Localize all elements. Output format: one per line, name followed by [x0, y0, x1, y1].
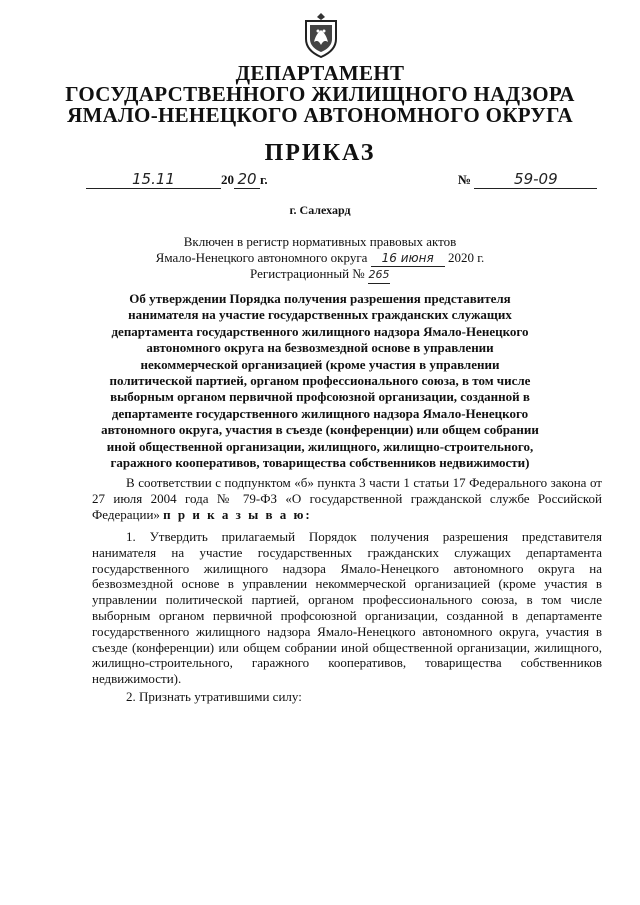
registration-line-3: Регистрационный № 265	[0, 266, 640, 284]
order-item-1: 1. Утвердить прилагаемый Порядок получения разрешения представителя нанимателя на участие государственных гражданских служащих департамента государственного жилищного надзора Ямало-Ненецкого автономного округа на безвозмездной основе в управлении некоммерческой организацией (кроме участия в управлении политической партией, органом профессионального союза, в том числе выборным органом первичной профсоюзной организации, созданной в департаменте государственного жилищного надзора Ямало-Ненецкого автономного округа, участия в съезде (конференции) или общем собрании иной общественной организации, жилищного, жилищно-строительного, гаражного кооперативов, товарищества собственников недвижимости).	[92, 529, 602, 687]
department-name-line-3: ЯМАЛО-НЕНЕЦКОГО АВТОНОМНОГО ОКРУГА	[67, 103, 573, 127]
city: г. Салехард	[289, 203, 351, 217]
order-item-2: 2. Признать утратившими силу:	[126, 689, 302, 704]
order-heading: Об утверждении Порядка получения разрешения представителя нанимателя на участие государственных гражданских служащих департамента государственного жилищного надзора Ямало-Ненецкого автономного округа на безвозмездной основе в управлении некоммерческой организацией (кроме участия в управлении политической партией, органом профессионального союза, в том числе выборным органом первичной профсоюзной организации, созданной в департаменте государственного жилищного надзора Ямало-Ненецкого автономного округа, участия в съезде (конференции) или общем собрании иной общественной организации, жилищного, жилищно-строительного, гаражного кооперативов, товарищества собственников недвижимости)	[101, 291, 539, 471]
registration-line-1: Включен в регистр нормативных правовых актов	[183, 234, 457, 249]
department-name-line-1: ДЕПАРТАМЕНТ	[235, 61, 405, 85]
order-date: 15.11 20 20 г.	[86, 170, 268, 192]
preamble-paragraph: В соответствии с подпунктом «б» пункта 3 части 1 статьи 17 Федерального закона от 27 июля 2004 года № 79-ФЗ «О государственной гражданской службе Российской Федерации» п р и к а з ы в а ю:	[92, 475, 602, 522]
date-field: 15.11	[86, 170, 221, 189]
document-type-title: ПРИКАЗ	[264, 140, 376, 166]
command-word: п р и к а з ы в а ю:	[163, 506, 312, 522]
order-number	[458, 170, 597, 192]
coat-of-arms-icon	[301, 12, 341, 58]
registration-line-2: Ямало-Ненецкого автономного округа 16 июня 2020 г.	[155, 250, 485, 265]
year-field: 20	[234, 170, 260, 189]
department-name-line-2: ГОСУДАРСТВЕННОГО ЖИЛИЩНОГО НАДЗОРА	[65, 82, 575, 106]
number-label: №	[458, 172, 472, 187]
number-field: 59-09	[474, 170, 597, 189]
